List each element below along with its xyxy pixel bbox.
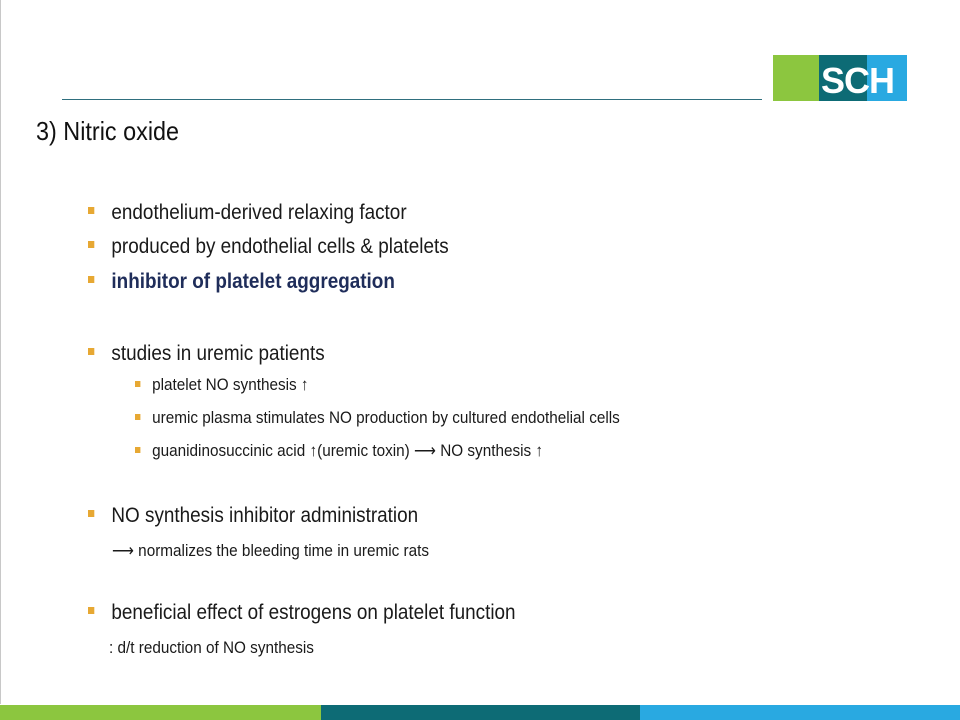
note-reduction: : d/t reduction of NO synthesis (109, 638, 314, 657)
bullet-marker (88, 207, 94, 214)
bullet-marker (88, 607, 94, 614)
note-bleeding-time: ⟶ normalizes the bleeding time in uremic rats (112, 541, 430, 560)
subbullet-text: guanidinosuccinic acid ↑(uremic toxin) ⟶ NO synthesis ↑ (152, 441, 544, 460)
bullet-marker (88, 241, 94, 248)
bullet-text: endothelium-derived relaxing factor (111, 201, 407, 224)
bullet-studies (88, 342, 325, 366)
subbullet-marker (135, 381, 140, 387)
bullet-no-inhibitor (88, 504, 418, 528)
logo-text: SCH (821, 60, 895, 101)
slide-title: 3) Nitric oxide (36, 116, 180, 146)
bullet-estrogens (88, 601, 516, 625)
footer-bar-green (0, 705, 321, 720)
subbullet-marker (135, 414, 140, 420)
subbullet-platelet-no (135, 375, 309, 395)
bullet-text: studies in uremic patients (111, 342, 325, 365)
subbullet-guanidinosuccinic (135, 441, 543, 461)
bullet-inhibitor (88, 270, 395, 294)
bullet-marker (88, 348, 94, 355)
bullet-edrf (88, 201, 407, 225)
subbullet-text: platelet NO synthesis ↑ (152, 375, 309, 394)
bullet-marker (88, 510, 94, 517)
sch-logo (773, 55, 907, 101)
header-rule (62, 99, 762, 100)
subbullet-text: uremic plasma stimulates NO production by cultured endothelial cells (152, 408, 620, 427)
subbullet-uremic-plasma (135, 408, 620, 428)
left-border (0, 0, 1, 704)
bullet-text: produced by endothelial cells & platelets (111, 235, 449, 258)
subbullet-marker (135, 447, 140, 453)
bullet-produced (88, 235, 449, 259)
bullet-text: inhibitor of platelet aggregation (111, 270, 395, 293)
bullet-text: NO synthesis inhibitor administration (111, 504, 419, 527)
logo-green-block (773, 55, 819, 101)
bullet-marker (88, 276, 94, 283)
footer-bar-blue (640, 705, 960, 720)
footer-bar-teal (321, 705, 640, 720)
bullet-text: beneficial effect of estrogens on platelet function (111, 601, 516, 624)
